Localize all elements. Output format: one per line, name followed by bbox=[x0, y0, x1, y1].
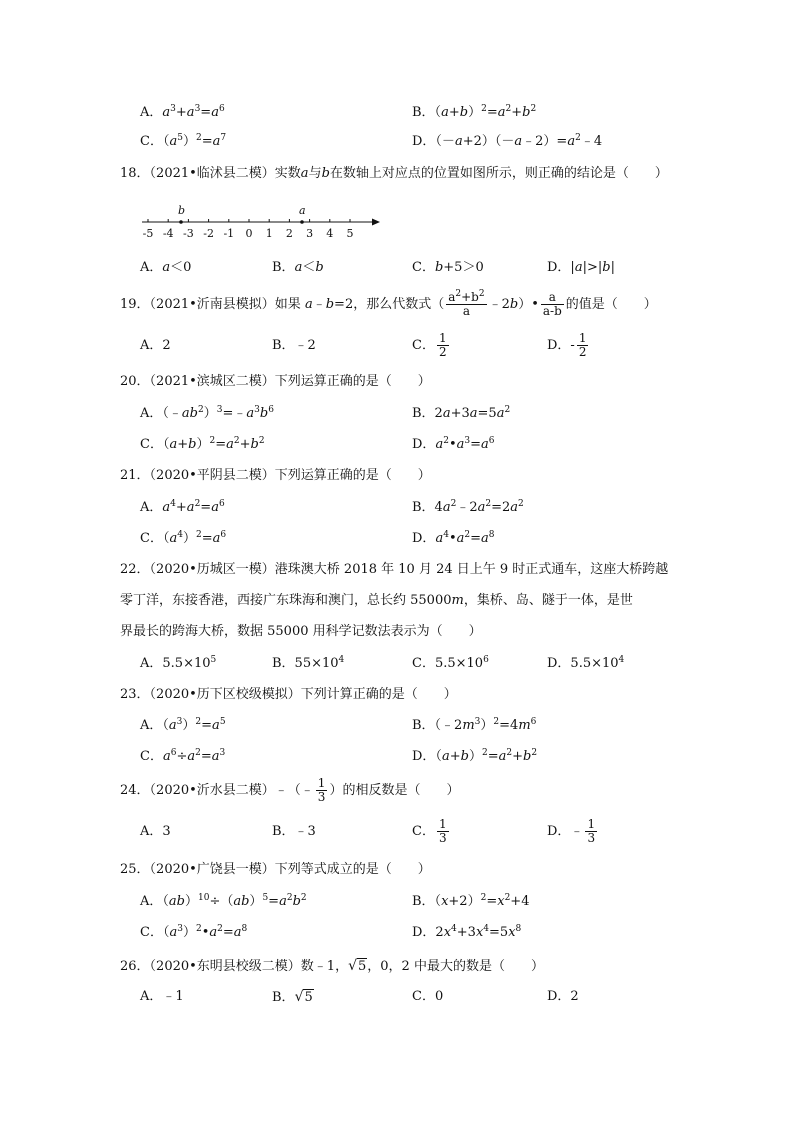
point-b bbox=[179, 220, 183, 224]
tick-label: -2 bbox=[203, 227, 214, 240]
q18-option-b[interactable]: B．a＜b bbox=[272, 260, 324, 275]
tick-label: 0 bbox=[245, 227, 253, 240]
q26-option-c[interactable]: C．0 bbox=[412, 989, 444, 1004]
q17-option-b[interactable]: B．$(a+b)^2=a^2+b^2$ bbox=[412, 104, 537, 120]
q24-stem: 24．（2020•沂水县二模）﹣（﹣ $\frac{1}{3}$ ）的相反数是（ ） bbox=[120, 776, 460, 804]
q26-option-b[interactable]: B．√5 bbox=[272, 989, 313, 1005]
q22-options-row bbox=[0, 653, 794, 675]
q24-option-c[interactable]: C． $\frac{1}{3}$ bbox=[412, 817, 447, 845]
q21-options-row-2 bbox=[0, 528, 794, 550]
tick-label: -5 bbox=[142, 227, 154, 240]
q22-stem-line-2: 零丁洋，东接香港，西接广东珠海和澳门，总长约 55000m，集桥、岛、隧于一体，是世 bbox=[120, 593, 633, 608]
q25-option-c[interactable]: C．$(a^3)^2•a^2=a^8$ bbox=[140, 924, 248, 940]
point-b-label: b bbox=[178, 204, 186, 217]
q21-option-a[interactable]: A．$a^4+a^2=a^6$ bbox=[140, 499, 225, 515]
q17-option-d[interactable]: D．$(-a+2)(-a﹣2)=a^2﹣4$ bbox=[412, 133, 603, 149]
q24-options-row bbox=[0, 817, 794, 847]
q25-stem: 25．（2020•广饶县一模）下列等式成立的是（ ） bbox=[120, 862, 431, 877]
q22-stem-line-1: 22．（2020•历城区一模）港珠澳大桥 2018 年 10 月 24 日上午 9 时正式通车，这座大桥跨越 bbox=[120, 562, 669, 577]
q25-options-row-2 bbox=[0, 922, 794, 944]
q17-options-row-2 bbox=[0, 131, 794, 153]
q18-option-d[interactable]: D．|a|>|b| bbox=[547, 260, 615, 275]
q20-option-c[interactable]: C．$(a+b)^2=a^2+b^2$ bbox=[140, 436, 265, 452]
q18-option-a[interactable]: A．a＜0 bbox=[140, 260, 192, 275]
q24-option-d[interactable]: D．﹣ $\frac{1}{3}$ bbox=[547, 817, 596, 845]
q18-options-row bbox=[0, 257, 794, 279]
q26-option-d[interactable]: D．2 bbox=[547, 989, 579, 1004]
q20-stem: 20．（2021•滨城区二模）下列运算正确的是（ ） bbox=[120, 374, 431, 389]
q23-option-d[interactable]: D．$(a+b)^2=a^2+b^2$ bbox=[412, 748, 538, 764]
q24-option-a[interactable]: A．3 bbox=[140, 824, 171, 839]
q23-option-b[interactable]: B．$(﹣2m^3)^2=4m^6$ bbox=[412, 717, 537, 733]
q22-option-a[interactable]: A．$5.5\times 10^5$ bbox=[140, 655, 217, 671]
q20-options-row-1 bbox=[0, 403, 794, 425]
q17-option-a[interactable]: A．$a^3+a^3=a^6$ bbox=[140, 104, 225, 120]
q19-option-d[interactable]: D．- $\frac{1}{2}$ bbox=[547, 331, 587, 359]
q19-option-b[interactable]: B．﹣2 bbox=[272, 338, 316, 353]
q25-option-d[interactable]: D．$2x^4+3x^4=5x^8$ bbox=[412, 924, 522, 940]
tick-label: 5 bbox=[346, 227, 354, 240]
q25-options-row-1 bbox=[0, 891, 794, 913]
q23-option-a[interactable]: A．$(a^3)^2=a^5$ bbox=[140, 717, 226, 733]
q22-option-b[interactable]: B．$55\times 10^4$ bbox=[272, 655, 345, 671]
q22-option-d[interactable]: D．$5.5\times 10^4$ bbox=[547, 655, 625, 671]
tick-label: 3 bbox=[306, 227, 314, 240]
q23-option-c[interactable]: C．$a^6\div a^2=a^3$ bbox=[140, 748, 226, 764]
tick-label: -4 bbox=[162, 227, 174, 240]
q25-option-a[interactable]: A．$(ab)^{10}\div(ab)^5=a^2b^2$ bbox=[140, 893, 307, 909]
point-a-label: a bbox=[299, 204, 306, 217]
q19-option-a[interactable]: A．2 bbox=[140, 338, 171, 353]
q19-stem: 19．（2021•沂南县模拟）如果 a﹣b=2，那么代数式（ $\frac{a^2+b^2}{a}$ ﹣2b）• $\frac{a}{a-b}$ 的值是（ ） bbox=[120, 289, 657, 318]
q24-option-b[interactable]: B．﹣3 bbox=[272, 824, 316, 839]
q23-stem: 23．（2020•历下区校级模拟）下列计算正确的是（ ） bbox=[120, 687, 457, 702]
q21-options-row-1 bbox=[0, 497, 794, 519]
q23-options-row-1 bbox=[0, 715, 794, 737]
tick-label: -1 bbox=[223, 227, 235, 240]
number-line-arrow-icon bbox=[372, 219, 380, 226]
q18-stem: 18．（2021•临沭县二模）实数a与b在数轴上对应点的位置如图所示，则正确的结论是（ ） bbox=[120, 166, 668, 181]
q23-options-row-2 bbox=[0, 746, 794, 768]
tick-label: 4 bbox=[326, 227, 334, 240]
q20-options-row-2 bbox=[0, 434, 794, 456]
q20-option-a[interactable]: A．$(﹣ab^2)^3=﹣a^3b^6$ bbox=[140, 405, 274, 421]
q21-stem: 21．（2020•平阴县二模）下列运算正确的是（ ） bbox=[120, 468, 431, 483]
q17-options-row-1 bbox=[0, 102, 794, 124]
q26-options-row bbox=[0, 984, 794, 1010]
q26-option-a[interactable]: A．﹣1 bbox=[140, 989, 184, 1004]
q25-option-b[interactable]: B．$(x+2)^2=x^2+4$ bbox=[412, 893, 530, 909]
q20-option-b[interactable]: B．$2a+3a=5a^2$ bbox=[412, 405, 511, 421]
q22-option-c[interactable]: C．$5.5\times 10^6$ bbox=[412, 655, 489, 671]
q21-option-c[interactable]: C．$(a^4)^2=a^6$ bbox=[140, 530, 227, 546]
q20-option-d[interactable]: D．$a^2•a^3=a^6$ bbox=[412, 436, 495, 452]
q21-option-b[interactable]: B．$4a^2﹣2a^2=2a^2$ bbox=[412, 499, 524, 515]
q19-option-c[interactable]: C． $\frac{1}{2}$ bbox=[412, 331, 447, 359]
q18-option-c[interactable]: C．b+5＞0 bbox=[412, 260, 484, 275]
number-line-figure bbox=[140, 198, 390, 242]
q22-stem-line-3: 界最长的跨海大桥，数据 55000 用科学记数法表示为（ ） bbox=[120, 624, 482, 639]
tick-label: 1 bbox=[265, 227, 273, 240]
q17-option-c[interactable]: C．$(a^5)^2=a^7$ bbox=[140, 133, 227, 149]
q26-stem: 26．（2020•东明县校级二模）数﹣1，√5，0，2 中最大的数是（ ） bbox=[120, 958, 544, 974]
q21-option-d[interactable]: D．$a^4•a^2=a^8$ bbox=[412, 530, 495, 546]
q19-options-row bbox=[0, 332, 794, 360]
tick-label: -3 bbox=[183, 227, 194, 240]
tick-label: 2 bbox=[285, 227, 293, 240]
point-a bbox=[300, 220, 304, 224]
